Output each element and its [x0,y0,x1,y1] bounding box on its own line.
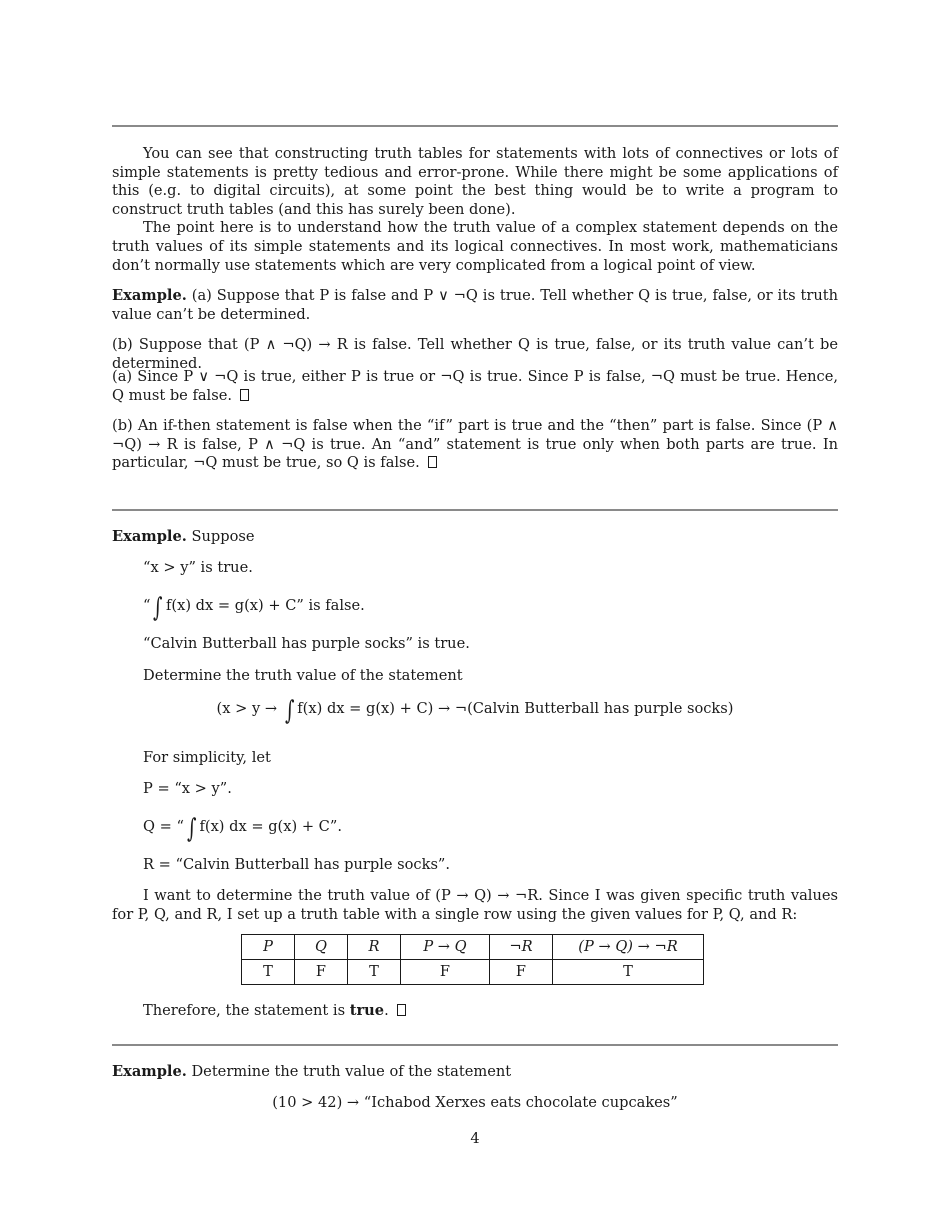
example-1-a-text: (a) Suppose that P is false and P ∨ ¬Q is true. Tell whether Q is true, false, or its truth value can’t be determined. [112,287,838,323]
conclusion-post: . [384,1002,389,1019]
integral-icon: ∫ [186,814,197,844]
solution-1-b [112,417,838,473]
header-cell: P [242,935,295,960]
table-cell: F [401,960,490,985]
header-cell: R [348,935,401,960]
def-P: P = “x > y”. [143,780,232,797]
integral-icon: ∫ [153,593,163,623]
table-header-row [242,935,704,960]
statement-2-text: f(x) dx = g(x) + C” is false. [166,597,365,614]
header-cell: ¬R [490,935,553,960]
conclusion-bold: true [349,1002,385,1019]
def-Q-pre: Q = “ [143,818,184,835]
formula-pre: (x > y → [216,700,278,717]
def-R: R = “Calvin Butterball has purple socks”. [143,856,451,873]
example-1 [112,287,838,324]
solution-1-a-block [112,368,838,405]
conclusion [143,1002,406,1021]
display-formula [112,696,838,726]
example-label: Example. [112,528,187,545]
qed-icon [428,456,437,468]
solution-1-b-block [112,417,838,473]
header-cell: Q [295,935,348,960]
example-3-text: Determine the truth value of the statement [191,1063,512,1080]
conclusion-pre: Therefore, the statement is [143,1002,350,1019]
example-1-part-a [112,287,838,324]
want-paragraph-block [112,887,838,924]
intro-section [112,145,838,275]
want-paragraph: I want to determine the truth value of (P → Q) → ¬R. Since I was given specific truth values for P, Q, and R, I set up a truth table with a single row using the given values for P, Q, and R: [112,887,838,923]
integral-icon: ∫ [284,696,295,726]
determine-line: Determine the truth value of the statement [143,667,463,684]
header-cell: (P → Q) → ¬R [553,935,704,960]
example-2-heading [112,528,838,547]
quote-open: “ [143,597,151,614]
paragraph-1: You can see that constructing truth tables for statements with lots of connectives or lots of simple statements is pretty tedious and error-prone. While there might be some applications of this (e.g. to digital circuits), at some point the best thing would be to write a program to construct truth tables (and this has surely been done). [112,145,838,218]
example-label: Example. [112,1063,187,1080]
section-rule-2 [112,509,838,511]
def-Q [143,814,342,844]
example-3-heading [112,1063,838,1082]
statement-2 [143,593,365,623]
solution-1-a [112,368,838,405]
top-rule [112,125,838,127]
page-number: 4 [470,1130,480,1147]
table-cell: F [490,960,553,985]
qed-icon [397,1004,406,1016]
paragraph-2: The point here is to understand how the truth value of a complex statement depends on the truth values of its simple statements and its logical connectives. In most work, mathematicians don’t normally use statements which are very complicated from a logical point of view. [112,219,838,274]
qed-icon [240,389,249,401]
table-cell: T [242,960,295,985]
example-3-formula: (10 > 42) → “Ichabod Xerxes eats chocolate cupcakes” [272,1094,678,1111]
truth-table [241,934,704,985]
table-cell: T [348,960,401,985]
statement-3: “Calvin Butterball has purple socks” is true. [143,635,470,652]
def-Q-post: f(x) dx = g(x) + C”. [199,818,342,835]
header-cell: P → Q [401,935,490,960]
table-cell: F [295,960,348,985]
solution-1-b-text: (b) An if-then statement is false when the “if” part is true and the “then” part is false. Since (P ∧ ¬Q) → R is false, P ∧ ¬Q is true. An “and” statement is true only when both parts are true. In particular, ¬Q must be true, so Q is false. [112,417,838,472]
formula-post: f(x) dx = g(x) + C) → ¬(Calvin Butterball has purple socks) [297,700,734,717]
example-1-part-b: (b) Suppose that (P ∧ ¬Q) → R is false. Tell whether Q is true, false, or its truth value can’t be determined. [112,336,838,372]
simplicity-line: For simplicity, let [143,749,271,766]
section-rule-3 [112,1044,838,1046]
table-row [242,960,704,985]
statement-1: “x > y” is true. [143,559,253,576]
example-2-intro: Suppose [191,528,255,545]
solution-1-a-text: (a) Since P ∨ ¬Q is true, either P is true or ¬Q is true. Since P is false, ¬Q must be true. Hence, Q must be false. [112,368,838,404]
example-label: Example. [112,287,187,304]
table-cell: T [553,960,704,985]
